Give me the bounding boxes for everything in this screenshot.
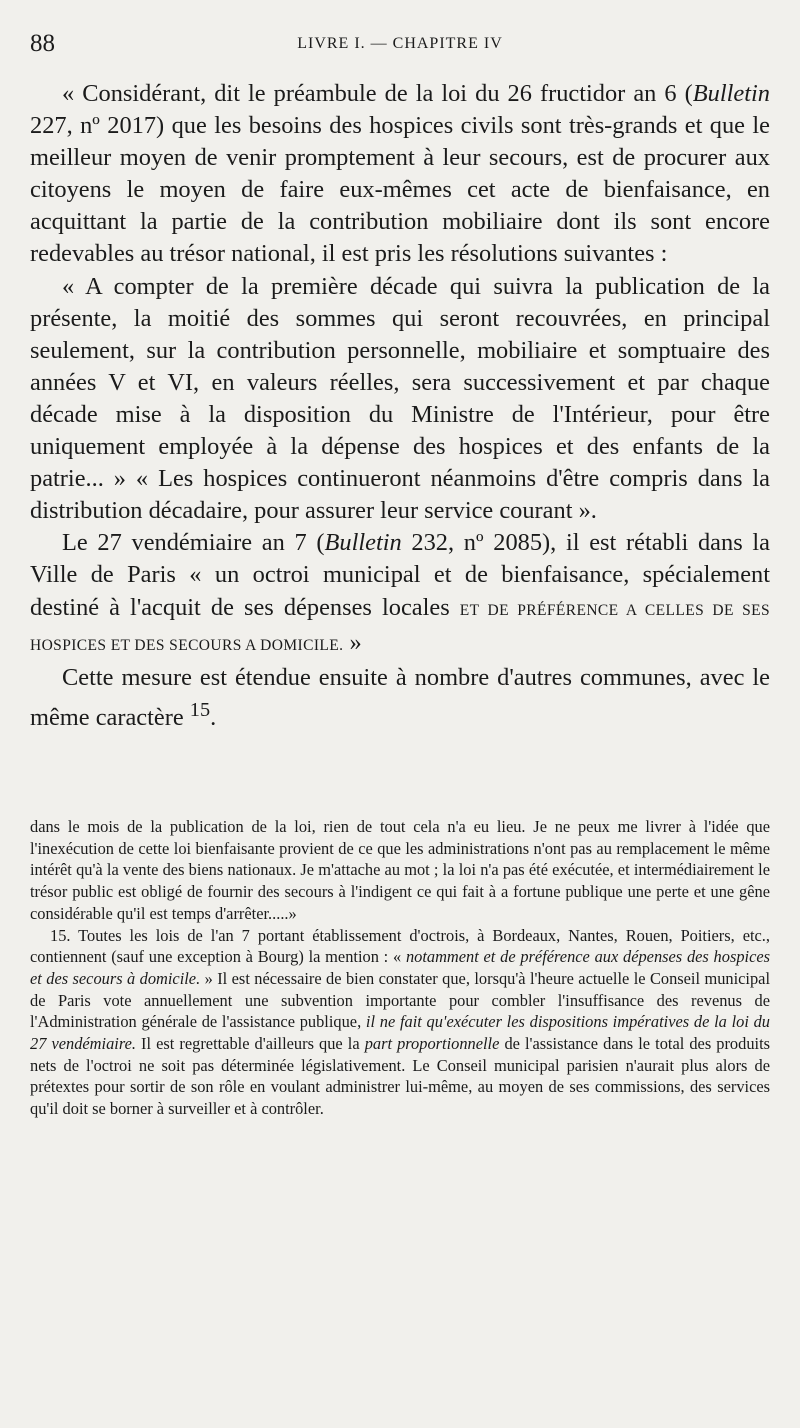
footnotes — [30, 816, 770, 1120]
running-title: LIVRE I. — CHAPITRE IV — [297, 35, 503, 52]
footnote-marker: 15 — [189, 698, 211, 721]
paragraph-octroi: Le 27 vendémiaire an 7 (Bulletin 232, nº 2085), il est rétabli dans la Ville de Paris « un octroi municipal et de bienfaisance, spécialement destiné à l'acquit de ses dépenses locales ET DE PRÉFÉRENCE A CELLES DE SES HOSPICES ET DES SECOURS A DOMICILE. » — [30, 529, 770, 656]
page-number: 88 — [30, 30, 55, 57]
page-header — [30, 30, 770, 64]
paragraph-preamble: « Considérant, dit le préambule de la loi du 26 fructidor an 6 (Bulletin 227, nº 2017) que les besoins des hospices civils sont très-grands et que le meilleur moyen de venir promptement à leur secours, est de procurer aux citoyens le moyen de faire eux-mêmes cet acte de bienfaisance, en acquittant la partie de la contribution mobiliaire dont ils sont encore redevables au trésor national, il est pris les résolutions suivantes : — [30, 80, 770, 268]
small-caps-emphasis: ET DE PRÉFÉRENCE A CELLES DE SES HOSPICES ET DES SECOURS A DOMICILE. — [30, 601, 770, 654]
main-text — [30, 78, 770, 734]
bulletin-ref: Bulletin — [324, 529, 402, 557]
bulletin-ref: Bulletin — [692, 80, 770, 107]
footnote-continued: dans le mois de la publication de la loi, rien de tout cela n'a eu lieu. Je ne peux me livrer à l'idée que l'inexécution de cette loi bienfaisante provient de ce que les administrations n'ont pas au remplacement le même intérêt qu'à la vente des biens nationaux. Je m'attache au mot ; la loi n'a pas été exécutée, et intermédiairement le trésor public est obligé de fournir des secours à l'indigent ce qui fait à a fortune publique une perte et une gêne considérable qu'il est temps d'arrêter.....» — [30, 817, 770, 923]
paragraph-article: « A compter de la première décade qui suivra la publication de la présente, la moitié des sommes qui seront recouvrées, en principal seulement, sur la contribution personnelle, mobiliaire et somptuaire des années V et VI, en valeurs réelles, sera successivement et par chaque décade mise à la disposition du Ministre de l'Intérieur, pour être uniquement employée à la dépense des hospices et des enfants de la patrie... » « Les hospices continueront néanmoins d'être compris dans la distribution décadaire, pour assurer leur service courant ». — [30, 272, 770, 525]
footnote-15: 15. Toutes les lois de l'an 7 portant établissement d'octrois, à Bordeaux, Nantes, Rouen, Poitiers, etc., contiennent (sauf une exception à Bourg) la mention : « notamment et de préférence aux dépenses des hospices et des secours à domicile. » Il est nécessaire de bien constater que, lorsqu'à l'heure actuelle le Conseil municipal de Paris vote annuellement une subvention importante pour combler l'insuffisance des revenus de l'Administration générale de l'assistance publique, il ne fait qu'exécuter les dispositions impératives de la loi du 27 vendémiaire. Il est regrettable d'ailleurs que la part proportionnelle de l'assistance dans le total des produits nets de l'octroi ne soit pas déterminée législativement. Le Conseil municipal parisien n'aurait plus alors de prétextes pour sortir de son rôle en voulant administrer lui-même, au moyen de ses commissions, des services qu'il doit se borner à surveiller et à contrôler. — [30, 925, 771, 1119]
paragraph-extension: Cette mesure est étendue ensuite à nombre d'autres communes, avec le même caractère $^{15}$. — [30, 663, 770, 731]
